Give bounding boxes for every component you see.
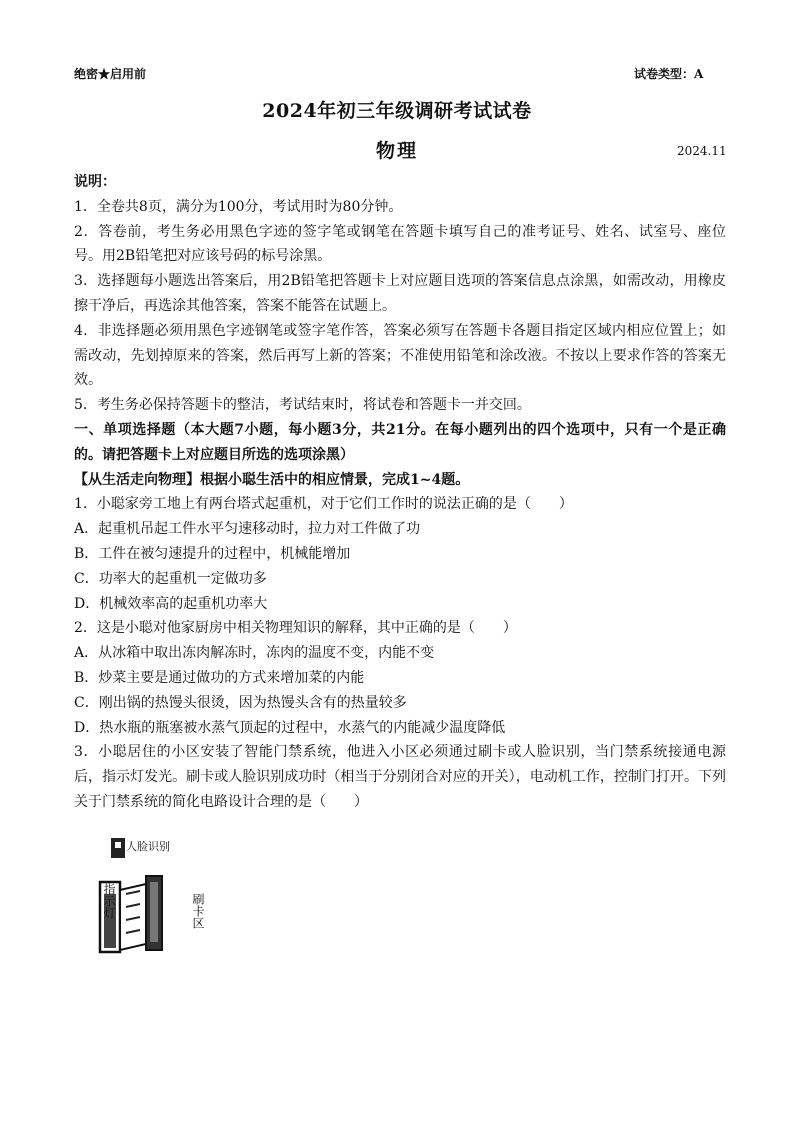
section-subheading: 【从生活走向物理】根据小聪生活中的相应情景，完成1~4题。: [74, 471, 470, 488]
subject-title: 物理: [375, 140, 418, 162]
question-option: D．热水瓶的瓶塞被水蒸气顶起的过程中，水蒸气的内能减少温度降低: [74, 719, 506, 736]
question-option: D．机械效率高的起重机功率大: [74, 595, 268, 612]
note-item: 1．全卷共8页，满分为100分，考试用时为80分钟。: [74, 198, 403, 215]
question-option: C．刚出锅的热馒头很烫，因为热馒头含有的热量较多: [74, 694, 407, 711]
exam-date: 2024.11: [677, 144, 727, 158]
question-option: A．从冰箱中取出冻肉解冻时，冻肉的温度不变，内能不变: [74, 645, 435, 662]
question-option: B．工件在被匀速提升的过程中，机械能增加: [74, 545, 351, 562]
question-stem: 3．小聪居住的小区安装了智能门禁系统，他进入小区必须通过刷卡或人脸识别，当门禁系统接通电源后，指示灯发光。刷卡或人脸识别成功时（相当于分别闭合对应的开关），电动机工作，控制门打开。下列关于门禁系统的简化电路设计合理的是（ ）: [74, 744, 726, 810]
confidential-label: 绝密★启用前: [74, 67, 147, 81]
note-item: 5．考生务必保持答题卡的整洁，考试结束时，将试卷和答题卡一并交回。: [74, 397, 531, 414]
notes-heading: 说明：: [74, 174, 116, 190]
question-option: A．起重机吊起工件水平匀速移动时，拉力对工件做了功: [74, 521, 421, 538]
exam-title: 2024年初三年级调研考试试卷: [262, 100, 532, 122]
note-item: 4．非选择题必须用黑色字迹钢笔或签字笔作答，答案必须写在答题卡各题目指定区域内相应位置上；如需改动，先划掉原来的答案，然后再写上新的答案；不准使用铅笔和涂改液。不按以上要求作答的答案无效。: [74, 322, 726, 389]
gate-panel: [120, 884, 146, 950]
indicator-light-label: 指示灯: [80, 883, 116, 897]
note-item: 2．答卷前，考生务必用黑色字迹的签字笔或钢笔在答题卡填写自己的准考证号、姓名、试室号、座位号。用2B铅笔把对应该号码的标号涂黑。: [74, 223, 726, 265]
face-label: 人脸识别: [126, 840, 170, 853]
question-stem: 2．这是小聪对他家厨房中相关物理知识的解释，其中正确的是（ ）: [74, 620, 517, 637]
exam-body: [74, 170, 726, 815]
section-heading: 一、单项选择题（本大题7小题，每小题3分，共21分。在每小题列出的四个选项中，只有一个是正确的。请把答题卡上对应题目所选的选项涂黑）: [74, 421, 726, 463]
access-gate-figure: [74, 832, 205, 954]
camera-lens: [115, 842, 121, 848]
card-area-label: 刷卡区: [169, 893, 205, 907]
left-pillar-shade: [104, 894, 116, 948]
paper-type-label: 试卷类型：A: [634, 67, 704, 81]
question-option: B．炒菜主要是通过做功的方式来增加菜的内能: [74, 669, 365, 686]
right-pillar-inner: [150, 882, 158, 942]
question-option: C．功率大的起重机一定做功多: [74, 570, 267, 587]
note-item: 3．选择题每小题选出答案后，用2B铅笔把答题卡上对应题目选项的答案信息点涂黑，如需改动，用橡皮擦干净后，再选涂其他答案，答案不能答在试题上。: [74, 273, 726, 314]
question-stem: 1．小聪家旁工地上有两台塔式起重机，对于它们工作时的说法正确的是（ ）: [74, 496, 573, 513]
